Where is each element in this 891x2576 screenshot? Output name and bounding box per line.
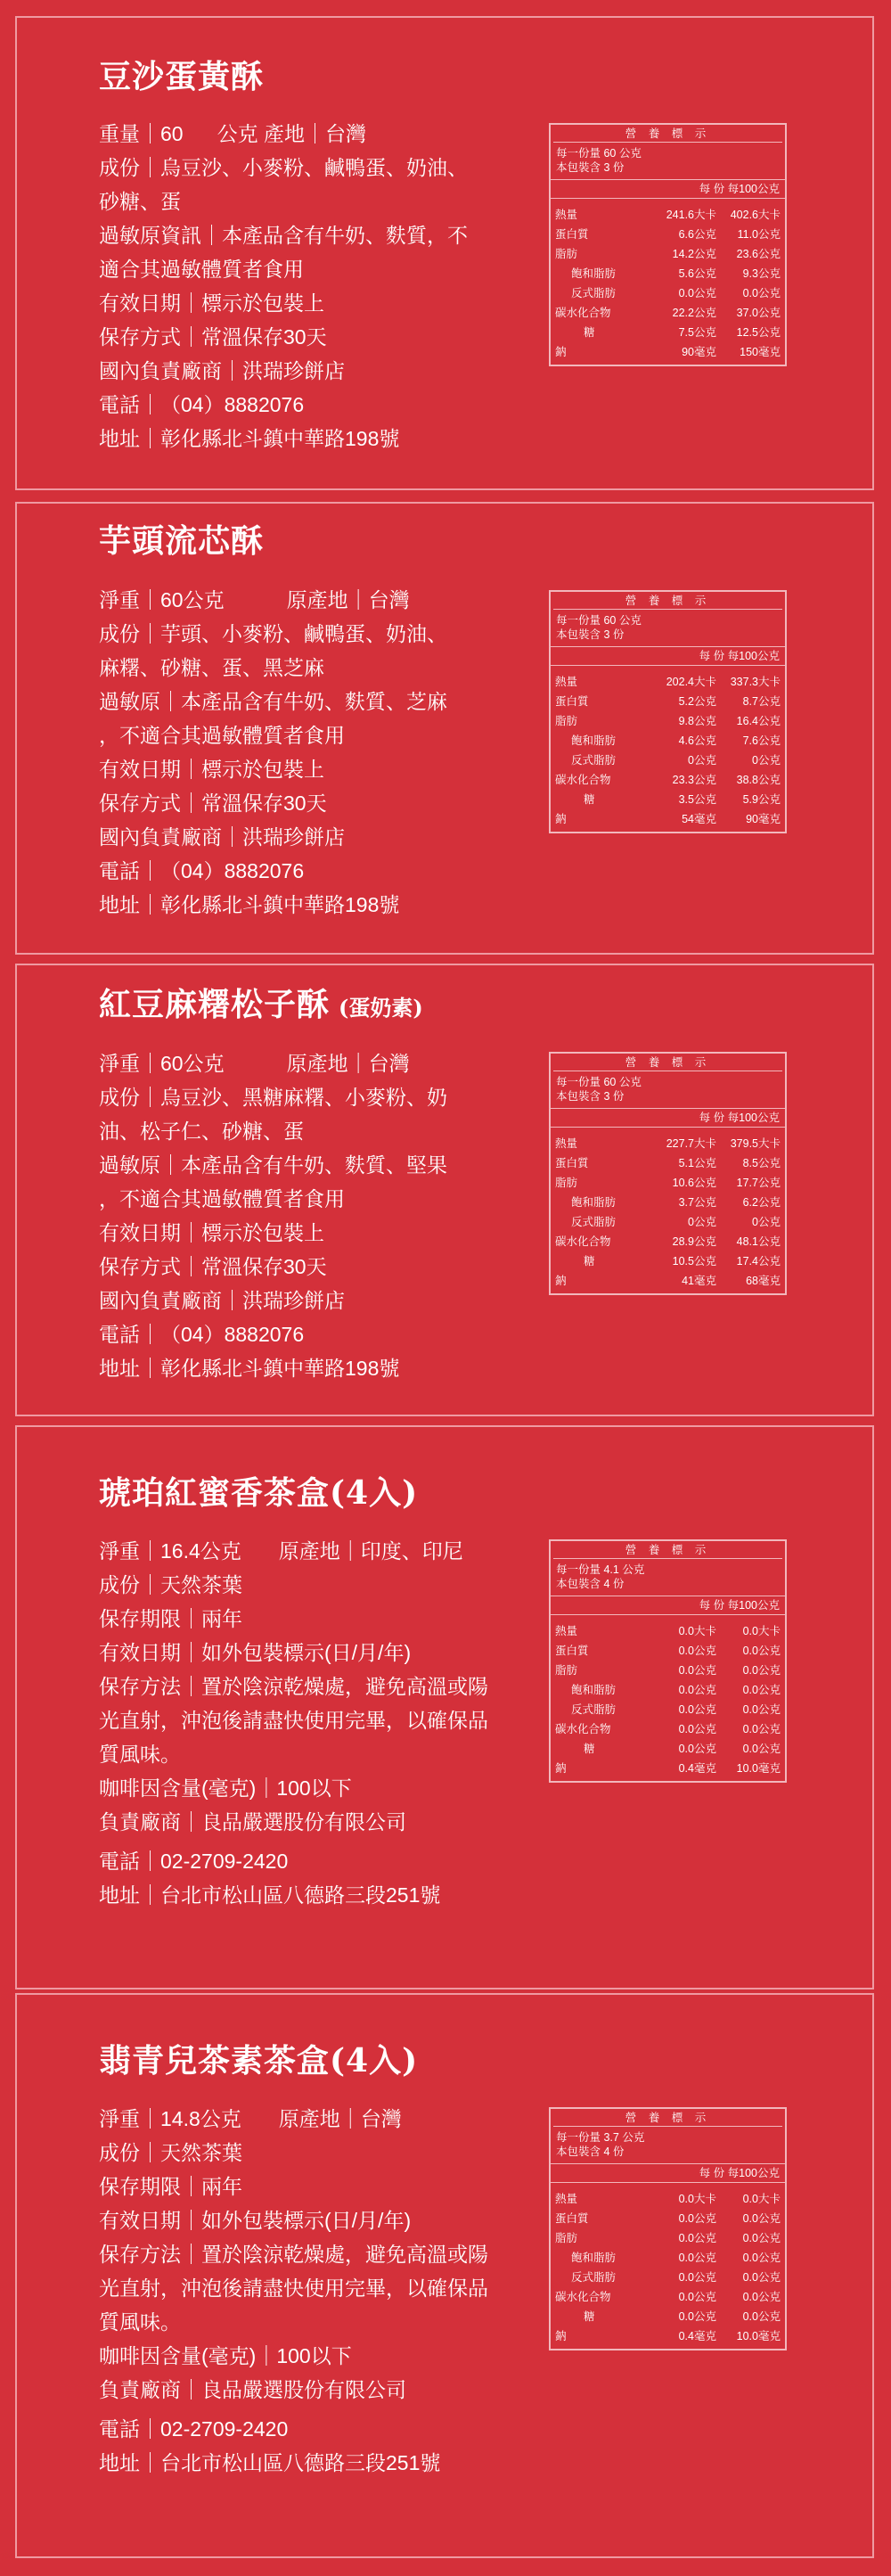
col-per-serving: 每 份 — [699, 650, 725, 662]
nutrition-column-headers — [551, 2164, 785, 2183]
info-line: 有效日期｜如外包裝標示(日/月/年) — [99, 1641, 412, 1664]
nutrient-name: 碳水化合物 — [555, 1235, 611, 1248]
value-per-100g: 0.0公克 — [742, 1645, 781, 1657]
nutrient-name: 蛋白質 — [555, 228, 589, 241]
value-per-100g: 0.0大卡 — [742, 1625, 781, 1637]
col-per-100g: 每100公克 — [727, 650, 780, 662]
nutrient-name: 脂肪 — [555, 1664, 578, 1677]
nutrient-name: 鈉 — [555, 346, 567, 358]
weight-origin-line — [99, 117, 527, 151]
col-per-serving: 每 份 — [699, 2167, 725, 2179]
info-line: 麻糬、砂糖、蛋、黑芝麻 — [99, 656, 324, 679]
value-per-serving: 3.7公克 — [678, 1196, 716, 1209]
nutrient-name: 熱量 — [555, 676, 578, 688]
value-per-serving: 41毫克 — [682, 1275, 716, 1287]
value-per-100g: 7.6公克 — [742, 734, 781, 747]
weight-text: 淨重｜14.8公克 — [99, 2107, 241, 2130]
info-line: 保存方法｜置於陰涼乾燥處，避免高溫或陽 — [99, 2243, 488, 2266]
weight-origin-line — [99, 1046, 527, 1080]
nutrient-name: 脂肪 — [555, 2232, 578, 2244]
value-per-100g: 68毫克 — [746, 1275, 781, 1287]
info-line: 國內負責廠商｜洪瑞珍餅店 — [99, 1289, 345, 1312]
info-line: 有效日期｜標示於包裝上 — [99, 291, 324, 315]
value-per-100g: 8.5公克 — [742, 1157, 781, 1169]
value-per-100g: 0公克 — [752, 754, 781, 767]
product-info — [99, 2102, 527, 2480]
origin-text: 原產地｜台灣 — [278, 2107, 402, 2130]
info-line: 適合其過敏體質者食用 — [99, 258, 304, 281]
nutrition-table — [549, 590, 787, 833]
value-per-100g: 0.0公克 — [742, 1664, 781, 1677]
nutrient-name: 反式脂肪 — [571, 754, 617, 767]
value-per-serving: 0.0公克 — [678, 2232, 716, 2244]
value-per-100g: 5.9公克 — [742, 793, 781, 806]
info-line: 保存方式｜常溫保存30天 — [99, 792, 327, 815]
value-per-serving: 0.0公克 — [678, 287, 716, 299]
nutrition-row — [555, 1759, 781, 1778]
origin-text: 原產地｜台灣 — [286, 1052, 410, 1075]
info-line: ，不適合其過敏體質者食用 — [99, 724, 345, 747]
nutrition-row — [555, 1212, 781, 1232]
nutrition-title: 營 養 標 示 — [553, 1541, 782, 1559]
product-title: 翡青兒茶素茶盒(4入) — [99, 2042, 419, 2080]
weight-text: 淨重｜60公克 — [99, 588, 225, 611]
serving-size: 每一份量 60 公克 — [556, 614, 642, 627]
nutrient-name: 蛋白質 — [555, 695, 589, 708]
col-per-100g: 每100公克 — [727, 183, 780, 195]
nutrient-name: 熱量 — [555, 209, 578, 221]
nutrition-row — [555, 1173, 781, 1193]
info-line: 電話｜02-2709-2420 — [99, 1850, 289, 1873]
nutrition-column-headers — [551, 647, 785, 666]
nutrient-name: 脂肪 — [555, 1177, 578, 1189]
info-line: 保存方法｜置於陰涼乾燥處，避免高溫或陽 — [99, 1675, 488, 1698]
value-per-100g: 0.0公克 — [742, 2271, 781, 2284]
value-per-serving: 90毫克 — [682, 346, 716, 358]
info-line: 地址｜台北市松山區八德路三段251號 — [99, 2451, 441, 2474]
value-per-100g: 9.3公克 — [742, 267, 781, 280]
value-per-serving: 0.0公克 — [678, 1684, 716, 1696]
info-line: 保存方式｜常溫保存30天 — [99, 325, 327, 349]
value-per-100g: 0.0公克 — [742, 2232, 781, 2244]
value-per-serving: 54毫克 — [682, 813, 716, 825]
value-per-100g: 0.0公克 — [742, 1684, 781, 1696]
value-per-serving: 9.8公克 — [678, 715, 716, 727]
serving-size: 每一份量 4.1 公克 — [556, 1563, 645, 1576]
product-title — [99, 985, 423, 1028]
nutrition-row — [555, 770, 781, 790]
nutrition-row — [555, 1680, 781, 1700]
nutrition-row — [555, 1251, 781, 1271]
weight-text: 淨重｜60公克 — [99, 1052, 225, 1075]
servings-per-pack: 本包裝含 4 份 — [556, 2145, 625, 2158]
col-per-serving: 每 份 — [699, 1112, 725, 1124]
info-line: 光直射，沖泡後請盡快使用完畢，以確保品 — [99, 1709, 488, 1732]
weight-origin-line — [99, 1534, 527, 1568]
nutrition-title: 營 養 標 示 — [553, 2109, 782, 2127]
nutrition-table — [549, 1052, 787, 1295]
value-per-100g: 0.0公克 — [742, 2291, 781, 2303]
nutrition-title: 營 養 標 示 — [553, 1054, 782, 1071]
product-panel-5 — [15, 1993, 874, 2558]
value-per-100g: 17.7公克 — [736, 1177, 781, 1189]
nutrient-name: 熱量 — [555, 1625, 578, 1637]
value-per-100g: 0.0公克 — [742, 287, 781, 299]
info-line: 國內負責廠商｜洪瑞珍餅店 — [99, 359, 345, 382]
value-per-serving: 0.4毫克 — [678, 1762, 716, 1775]
value-per-serving: 10.5公克 — [672, 1255, 716, 1267]
value-per-100g: 10.0毫克 — [736, 1762, 781, 1775]
col-per-serving: 每 份 — [699, 1599, 725, 1612]
weight-origin-line — [99, 583, 527, 617]
info-line: 負責廠商｜良品嚴選股份有限公司 — [99, 1810, 406, 1834]
nutrition-row — [555, 2326, 781, 2346]
nutrition-rows — [551, 666, 785, 832]
value-per-100g: 0.0公克 — [742, 2252, 781, 2264]
value-per-serving: 22.2公克 — [672, 307, 716, 319]
value-per-100g: 37.0公克 — [736, 307, 781, 319]
value-per-serving: 28.9公克 — [672, 1235, 716, 1248]
info-line: 電話｜（04）8882076 — [99, 859, 305, 882]
nutrient-name: 飽和脂肪 — [571, 2252, 617, 2264]
value-per-100g: 0.0公克 — [742, 1703, 781, 1716]
value-per-serving: 0.0公克 — [678, 2271, 716, 2284]
value-per-100g: 0.0公克 — [742, 2212, 781, 2225]
nutrition-row — [555, 1134, 781, 1153]
info-line: 保存期限｜兩年 — [99, 2175, 242, 2198]
nutrient-name: 熱量 — [555, 2193, 578, 2205]
value-per-100g: 0.0公克 — [742, 1723, 781, 1735]
info-line: 光直射，沖泡後請盡快使用完畢，以確保品 — [99, 2277, 488, 2300]
value-per-100g: 10.0毫克 — [736, 2330, 781, 2342]
nutrition-title: 營 養 標 示 — [553, 592, 782, 610]
value-per-serving: 0.0公克 — [678, 1645, 716, 1657]
value-per-serving: 0.0公克 — [678, 2291, 716, 2303]
info-line: 質風味。 — [99, 1743, 181, 1766]
nutrition-row — [555, 303, 781, 323]
nutrient-name: 糖 — [584, 1743, 595, 1755]
value-per-100g: 6.2公克 — [742, 1196, 781, 1209]
nutrient-name: 反式脂肪 — [571, 2271, 617, 2284]
col-per-serving: 每 份 — [699, 183, 725, 195]
nutrition-row — [555, 1271, 781, 1291]
weight-text: 重量｜60 — [99, 122, 184, 145]
info-line: 有效日期｜標示於包裝上 — [99, 758, 324, 781]
origin-text: 公克 產地｜台灣 — [217, 122, 366, 145]
info-line: 地址｜彰化縣北斗鎮中華路198號 — [99, 893, 400, 916]
info-line: 油、松子仁、砂糖、蛋 — [99, 1120, 304, 1143]
product-info — [99, 117, 527, 455]
value-per-serving: 0.0公克 — [678, 1703, 716, 1716]
info-line: ，不適合其過敏體質者食用 — [99, 1187, 345, 1210]
serving-info — [551, 610, 785, 647]
value-per-serving: 227.7大卡 — [666, 1137, 716, 1150]
col-per-100g: 每100公克 — [727, 1599, 780, 1612]
nutrition-row — [555, 692, 781, 711]
nutrition-row — [555, 2248, 781, 2268]
value-per-serving: 5.2公克 — [678, 695, 716, 708]
value-per-100g: 402.6大卡 — [730, 209, 781, 221]
product-info — [99, 1046, 527, 1385]
info-line: 負責廠商｜良品嚴選股份有限公司 — [99, 2378, 406, 2401]
value-per-100g: 90毫克 — [746, 813, 781, 825]
nutrient-name: 蛋白質 — [555, 2212, 589, 2225]
nutrition-row — [555, 1621, 781, 1641]
value-per-100g: 0.0公克 — [742, 2310, 781, 2323]
product-title: 豆沙蛋黃酥 — [99, 58, 265, 95]
nutrition-row — [555, 1739, 781, 1759]
value-per-100g: 0公克 — [752, 1216, 781, 1228]
value-per-100g: 16.4公克 — [736, 715, 781, 727]
value-per-100g: 337.3大卡 — [730, 676, 781, 688]
info-line: 保存期限｜兩年 — [99, 1607, 242, 1630]
nutrient-name: 反式脂肪 — [571, 1216, 617, 1228]
value-per-100g: 48.1公克 — [736, 1235, 781, 1248]
product-title: 芋頭流芯酥 — [99, 522, 265, 560]
nutrition-rows — [551, 2183, 785, 2349]
nutrient-name: 飽和脂肪 — [571, 1684, 617, 1696]
nutrient-name: 脂肪 — [555, 248, 578, 260]
value-per-serving: 0公克 — [688, 754, 716, 767]
nutrition-row — [555, 809, 781, 829]
value-per-serving: 4.6公克 — [678, 734, 716, 747]
nutrition-row — [555, 264, 781, 283]
product-panel-4 — [15, 1425, 874, 1989]
nutrition-row — [555, 672, 781, 692]
info-line: 質風味。 — [99, 2310, 181, 2334]
nutrition-row — [555, 342, 781, 362]
origin-text: 原產地｜印度、印尼 — [278, 1539, 463, 1563]
nutrient-name: 反式脂肪 — [571, 1703, 617, 1716]
serving-info — [551, 1559, 785, 1596]
nutrition-column-headers — [551, 180, 785, 199]
serving-size: 每一份量 60 公克 — [556, 147, 642, 160]
info-line: 成份｜天然茶葉 — [99, 1573, 242, 1596]
nutrition-row — [555, 1232, 781, 1251]
nutrient-name: 碳水化合物 — [555, 2291, 611, 2303]
value-per-serving: 6.6公克 — [678, 228, 716, 241]
info-line: 成份｜烏豆沙、黑糖麻糬、小麥粉、奶 — [99, 1086, 447, 1109]
serving-size: 每一份量 3.7 公克 — [556, 2131, 645, 2144]
nutrition-row — [555, 244, 781, 264]
product-panel-2 — [15, 502, 874, 955]
product-panel-1 — [15, 16, 874, 490]
value-per-serving: 5.1公克 — [678, 1157, 716, 1169]
serving-info — [551, 1071, 785, 1109]
value-per-serving: 0.4毫克 — [678, 2330, 716, 2342]
info-line: 國內負責廠商｜洪瑞珍餅店 — [99, 825, 345, 849]
nutrient-name: 碳水化合物 — [555, 1723, 611, 1735]
value-per-serving: 10.6公克 — [672, 1177, 716, 1189]
nutrition-row — [555, 1641, 781, 1661]
value-per-100g: 11.0公克 — [737, 228, 781, 241]
product-info — [99, 583, 527, 922]
value-per-serving: 0.0公克 — [678, 2310, 716, 2323]
nutrient-name: 反式脂肪 — [571, 287, 617, 299]
nutrition-column-headers — [551, 1109, 785, 1128]
value-per-serving: 0.0大卡 — [678, 2193, 716, 2205]
serving-info — [551, 143, 785, 180]
nutrition-title: 營 養 標 示 — [553, 125, 782, 143]
nutrition-table — [549, 1539, 787, 1783]
nutrition-row — [555, 2228, 781, 2248]
col-per-100g: 每100公克 — [727, 1112, 780, 1124]
nutrient-name: 糖 — [584, 326, 595, 339]
nutrition-rows — [551, 199, 785, 365]
nutrient-name: 飽和脂肪 — [571, 1196, 617, 1209]
servings-per-pack: 本包裝含 3 份 — [556, 628, 625, 641]
value-per-100g: 12.5公克 — [736, 326, 781, 339]
value-per-serving: 23.3公克 — [672, 774, 716, 786]
value-per-serving: 0公克 — [688, 1216, 716, 1228]
product-title: 琥珀紅蜜香茶盒(4入) — [99, 1474, 419, 1512]
col-per-100g: 每100公克 — [727, 2167, 780, 2179]
info-line: 地址｜台北市松山區八德路三段251號 — [99, 1883, 441, 1907]
nutrition-table — [549, 123, 787, 366]
nutrient-name: 鈉 — [555, 1762, 567, 1775]
nutrient-name: 熱量 — [555, 1137, 578, 1150]
nutrient-name: 糖 — [584, 2310, 595, 2323]
value-per-100g: 0.0公克 — [742, 1743, 781, 1755]
nutrition-row — [555, 711, 781, 731]
value-per-serving: 202.4大卡 — [666, 676, 716, 688]
nutrition-row — [555, 205, 781, 225]
product-title-note: (蛋奶素) — [339, 995, 423, 1021]
value-per-serving: 0.0公克 — [678, 1723, 716, 1735]
serving-info — [551, 2127, 785, 2164]
weight-origin-line — [99, 2102, 527, 2136]
nutrition-row — [555, 1153, 781, 1173]
info-line: 電話｜（04）8882076 — [99, 1323, 305, 1346]
info-line: 咖啡因含量(毫克)｜100以下 — [99, 1776, 352, 1800]
servings-per-pack: 本包裝含 3 份 — [556, 161, 625, 174]
info-line: 有效日期｜標示於包裝上 — [99, 1221, 324, 1244]
nutrition-column-headers — [551, 1596, 785, 1615]
value-per-100g: 379.5大卡 — [730, 1137, 781, 1150]
nutrient-name: 碳水化合物 — [555, 774, 611, 786]
value-per-100g: 0.0大卡 — [742, 2193, 781, 2205]
info-line: 地址｜彰化縣北斗鎮中華路198號 — [99, 427, 400, 450]
value-per-serving: 0.0公克 — [678, 1743, 716, 1755]
nutrient-name: 蛋白質 — [555, 1157, 589, 1169]
nutrient-name: 飽和脂肪 — [571, 267, 617, 280]
value-per-serving: 0.0大卡 — [678, 1625, 716, 1637]
value-per-100g: 23.6公克 — [736, 248, 781, 260]
info-line: 成份｜烏豆沙、小麥粉、鹹鴨蛋、奶油、 — [99, 156, 468, 179]
nutrient-name: 糖 — [584, 1255, 595, 1267]
value-per-serving: 7.5公克 — [678, 326, 716, 339]
value-per-serving: 0.0公克 — [678, 2212, 716, 2225]
nutrition-row — [555, 283, 781, 303]
value-per-serving: 3.5公克 — [678, 793, 716, 806]
info-line: 過敏原資訊｜本產品含有牛奶、麩質，不 — [99, 224, 468, 247]
nutrition-row — [555, 731, 781, 751]
info-line: 成份｜芋頭、小麥粉、鹹鴨蛋、奶油、 — [99, 622, 447, 645]
info-line: 過敏原｜本產品含有牛奶、麩質、芝麻 — [99, 690, 447, 713]
nutrition-rows — [551, 1615, 785, 1781]
value-per-serving: 0.0公克 — [678, 2252, 716, 2264]
nutrition-row — [555, 2209, 781, 2228]
value-per-serving: 0.0公克 — [678, 1664, 716, 1677]
nutrition-row — [555, 790, 781, 809]
info-line: 成份｜天然茶葉 — [99, 2141, 242, 2164]
nutrition-row — [555, 323, 781, 342]
nutrition-row — [555, 1661, 781, 1680]
nutrition-row — [555, 2268, 781, 2287]
nutrient-name: 蛋白質 — [555, 1645, 589, 1657]
value-per-100g: 150毫克 — [740, 346, 781, 358]
nutrient-name: 鈉 — [555, 2330, 567, 2342]
nutrient-name: 碳水化合物 — [555, 307, 611, 319]
value-per-100g: 8.7公克 — [742, 695, 781, 708]
info-line: 地址｜彰化縣北斗鎮中華路198號 — [99, 1357, 400, 1380]
origin-text: 原產地｜台灣 — [286, 588, 410, 611]
product-title-text: 紅豆麻糬松子酥 — [99, 986, 331, 1023]
nutrition-row — [555, 2287, 781, 2307]
value-per-100g: 17.4公克 — [736, 1255, 781, 1267]
serving-size: 每一份量 60 公克 — [556, 1076, 642, 1088]
nutrition-row — [555, 751, 781, 770]
product-info — [99, 1534, 527, 1912]
info-line: 咖啡因含量(毫克)｜100以下 — [99, 2344, 352, 2367]
weight-text: 淨重｜16.4公克 — [99, 1539, 241, 1563]
nutrient-name: 鈉 — [555, 813, 567, 825]
value-per-100g: 38.8公克 — [736, 774, 781, 786]
info-line: 過敏原｜本產品含有牛奶、麩質、堅果 — [99, 1153, 447, 1177]
info-line: 保存方式｜常溫保存30天 — [99, 1255, 327, 1278]
servings-per-pack: 本包裝含 3 份 — [556, 1090, 625, 1103]
nutrition-row — [555, 1700, 781, 1719]
info-line: 電話｜（04）8882076 — [99, 393, 305, 416]
info-line: 砂糖、蛋 — [99, 190, 181, 213]
nutrition-table — [549, 2107, 787, 2350]
nutrition-row — [555, 225, 781, 244]
value-per-serving: 241.6大卡 — [666, 209, 716, 221]
nutrient-name: 糖 — [584, 793, 595, 806]
nutrition-rows — [551, 1128, 785, 1293]
nutrition-row — [555, 2189, 781, 2209]
value-per-serving: 5.6公克 — [678, 267, 716, 280]
nutrient-name: 脂肪 — [555, 715, 578, 727]
nutrient-name: 飽和脂肪 — [571, 734, 617, 747]
info-line: 電話｜02-2709-2420 — [99, 2417, 289, 2441]
product-panel-3 — [15, 964, 874, 1416]
nutrition-row — [555, 1193, 781, 1212]
info-line: 有效日期｜如外包裝標示(日/月/年) — [99, 2209, 412, 2232]
value-per-serving: 14.2公克 — [672, 248, 716, 260]
nutrition-row — [555, 2307, 781, 2326]
nutrition-row — [555, 1719, 781, 1739]
servings-per-pack: 本包裝含 4 份 — [556, 1578, 625, 1590]
nutrient-name: 鈉 — [555, 1275, 567, 1287]
